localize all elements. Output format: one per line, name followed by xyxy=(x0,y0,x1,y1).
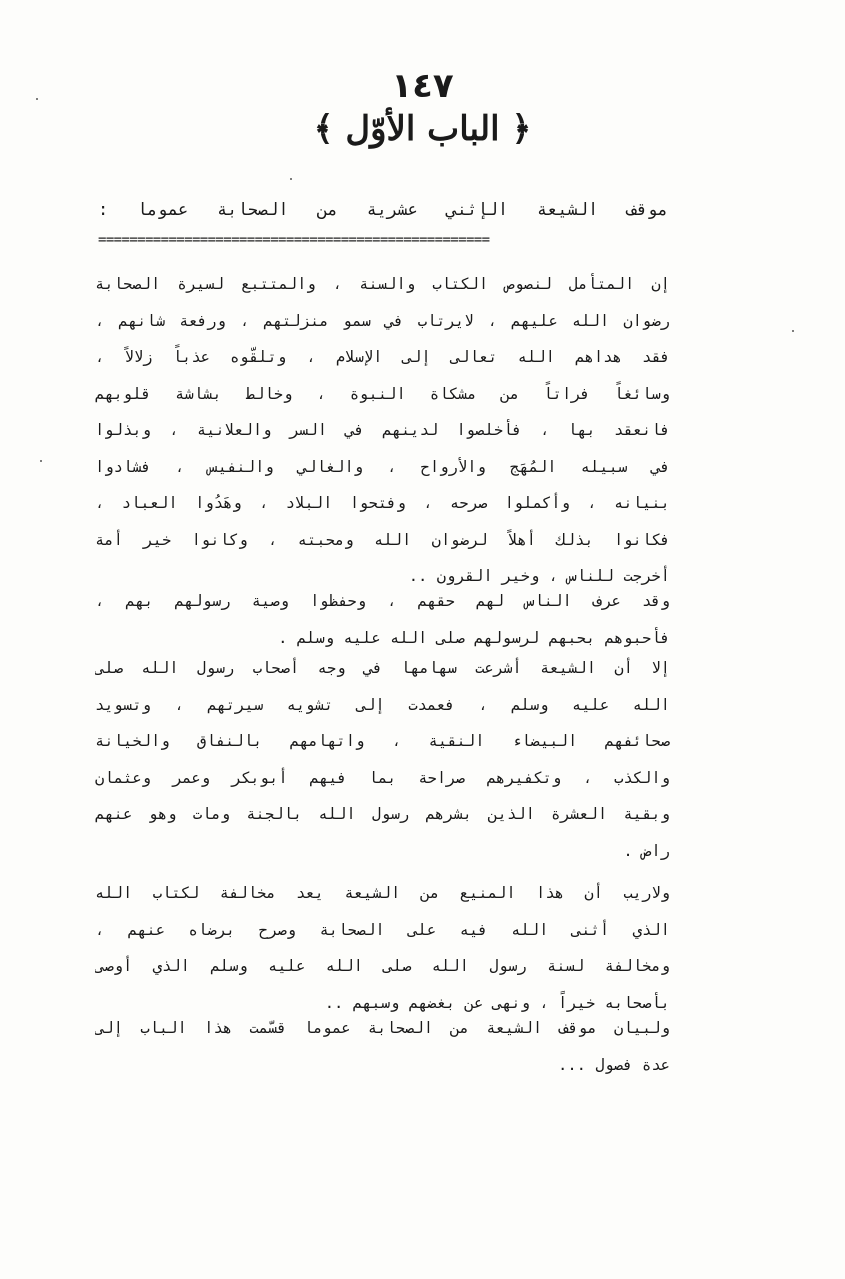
text-line: الله عليه وسلم ، فعمدت إلى تشويه سيرتهم ، وتسويد xyxy=(95,695,670,714)
text-line: إلا أن الشيعة أشرعت سهامها في وجه أصحاب رسول الله صلى xyxy=(95,659,670,677)
text-line: عدة فصول ... xyxy=(558,1055,670,1074)
text-line: وسائغاً فراتاً من مشكاة النبوة ، وخالط بشاشة قلوبهم xyxy=(95,384,670,403)
paragraph-3 xyxy=(95,650,670,869)
text-line: بأصحابه خيراً ، ونهى عن بغضهم وسبهم .. xyxy=(324,993,670,1012)
text-line: ومخالفة لسنة رسول الله صلى الله عليه وسلم الذي أوصى xyxy=(95,957,670,975)
scan-speck xyxy=(40,460,42,462)
page-number: ١٤٧ xyxy=(391,66,454,106)
text-line: في سبيله المُهَج والأرواح ، والغالي والنفيس ، فشادوا xyxy=(95,457,670,476)
paragraph-2 xyxy=(95,583,670,656)
text-line: رضوان الله عليهم ، لايرتاب في سمو منزلتهم ، ورفعة شانهم ، xyxy=(95,311,670,330)
text-line: والكذب ، وتكفيرهم صراحة بما فيهم أبوبكر وعمر وعثمان xyxy=(95,768,670,787)
text-line: الذي أثنى الله فيه على الصحابة وصرح برضاه عنهم ، xyxy=(95,920,670,939)
text-line: ولبيان موقف الشيعة من الصحابة عموما قسّمت هذا الباب إلى xyxy=(95,1019,670,1037)
heading-underline-rule: ================================================== xyxy=(98,232,490,248)
paragraph-1 xyxy=(95,266,670,595)
text-line: إن المتأمل لنصوص الكتاب والسنة ، والمتتبع لسيرة الصحابة xyxy=(95,275,670,293)
paragraph-5 xyxy=(95,1010,670,1083)
text-line: راض . xyxy=(623,841,670,860)
text-line: بنيانه ، وأكملوا صرحه ، وفتحوا البلاد ، وهَدُوا العباد ، xyxy=(95,494,670,512)
text-line: صحائفهم البيضاء النقية ، واتهامهم بالنفاق والخيانة xyxy=(95,732,670,750)
paragraph-4 xyxy=(95,875,670,1021)
scan-speck xyxy=(792,330,794,332)
scan-speck xyxy=(290,178,292,180)
chapter-title: ﴿ الباب الأوّل ﴾ xyxy=(313,109,532,149)
text-line: وبقية العشرة الذين بشرهم رسول الله بالجنة ومات وهو عنهم xyxy=(95,805,670,823)
section-heading: موقف الشيعة الإثني عشرية من الصحابة عموما : xyxy=(98,200,668,220)
text-line: أخرجت للناس ، وخير القرون .. xyxy=(408,567,670,585)
text-line: فانعقد بها ، فأخلصوا لدينهم في السر والعلانية ، وبذلوا xyxy=(95,421,670,439)
text-line: فكانوا بذلك أهلاً لرضوان الله ومحبته ، وكانوا خير أمة xyxy=(95,530,670,549)
text-line: فأحبوهم بحبهم لرسولهم صلى الله عليه وسلم . xyxy=(278,628,670,647)
text-line: ولاريب أن هذا المنيع من الشيعة يعد مخالفة لكتاب الله xyxy=(95,884,670,902)
text-line: وقد عرف الناس لهم حقهم ، وحفظوا وصية رسولهم بهم ، xyxy=(95,592,670,610)
text-line: فقد هداهم الله تعالى إلى الإسلام ، وتلقّوه عذباً زلالاً ، xyxy=(95,348,670,366)
